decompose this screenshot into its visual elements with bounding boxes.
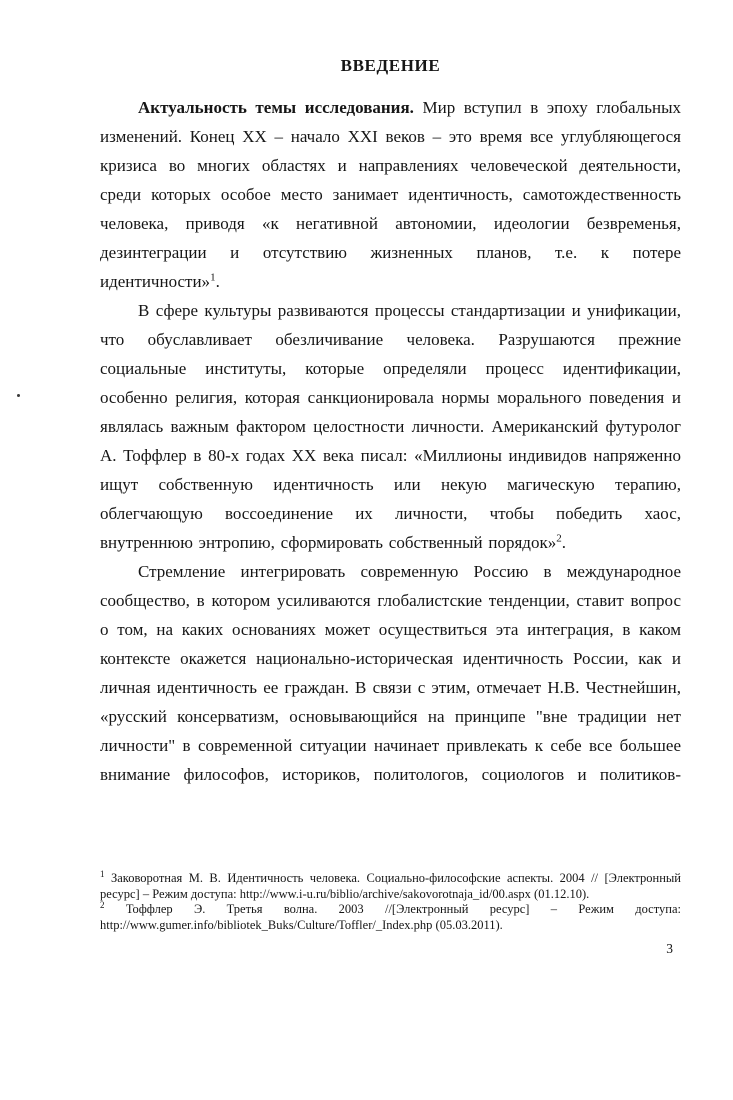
paragraph-tail: . bbox=[215, 272, 220, 291]
paragraph-3 bbox=[100, 557, 681, 789]
footnote-ref-2: 2 bbox=[556, 532, 562, 545]
paragraph-text: Мир вступил в эпоху глобальных изменений. Конец XX – начало XXI веков – это время все углубляющегося кризиса во многих областях и направлениях человеческой деятельности, среди которых особое место занимает идентичность, самотождественность человека, приводя «к негативной автономии, идеологии безвременья, дезинтеграции и отсутствию жизненных планов, т.е. к потере идентичности» bbox=[100, 98, 681, 291]
footnote-marker-1: 1 bbox=[100, 868, 105, 879]
main-text-area bbox=[100, 56, 681, 864]
page-number: 3 bbox=[666, 941, 673, 956]
footnote-2 bbox=[100, 899, 681, 933]
paragraph-2 bbox=[100, 296, 681, 557]
footnote-ref-1: 1 bbox=[210, 271, 216, 284]
footnote-marker-2: 2 bbox=[100, 899, 105, 910]
footnotes-section bbox=[100, 868, 681, 933]
paragraph-lead-bold: Актуальность темы исследования. bbox=[138, 98, 414, 117]
paragraph-1 bbox=[100, 93, 681, 296]
scan-artifact-dot bbox=[17, 394, 20, 397]
footnote-1 bbox=[100, 868, 681, 902]
page-title: ВВЕДЕНИЕ bbox=[340, 56, 441, 75]
paragraph-text: Стремление интегрировать современную Россию в международное сообщество, в котором усиливаются глобалистские тенденции, ставит вопрос о том, на каких основаниях может осуществиться эта интеграция, в каком контексте окажется национально-историческая идентичность России, как и личная идентичность ее граждан. В связи с этим, отмечает Н.В. Честнейшин, «русский консерватизм, основывающийся на принципе "вне традиции нет личности" в современной ситуации начинает привлекать к себе все большее внимание философов, историков, политологов, социологов и политиков- bbox=[100, 562, 681, 784]
footnote-text-2: Тоффлер Э. Третья волна. 2003 //[Электронный ресурс] – Режим доступа: http://www.gumer.info/bibliotek_Buks/Culture/Toffler/_Index.php (05.03.2011). bbox=[100, 902, 681, 932]
paragraph-text: В сфере культуры развиваются процессы стандартизации и унификации, что обуславливает обезличивание человека. Разрушаются прежние социальные институты, которые определяли процесс идентификации, особенно религия, которая санкционировала нормы морального поведения и являлась важным фактором целостности личности. Американский футуролог А. Тоффлер в 80-х годах XX века писал: «Миллионы индивидов напряженно ищут собственную идентичность или некую магическую терапию, облегчающую воссоединение их личности, чтобы победить хаос, внутреннюю энтропию, сформировать собственный порядок» bbox=[100, 301, 681, 552]
footnote-text-1: Заковоротная М. В. Идентичность человека. Социально-философские аспекты. 2004 // [Электронный ресурс] – Режим доступа: http://www.i-u.ru/biblio/archive/sakovorotnaja_id/00.aspx (01.12.10). bbox=[100, 871, 681, 901]
paragraph-tail: . bbox=[561, 533, 566, 552]
